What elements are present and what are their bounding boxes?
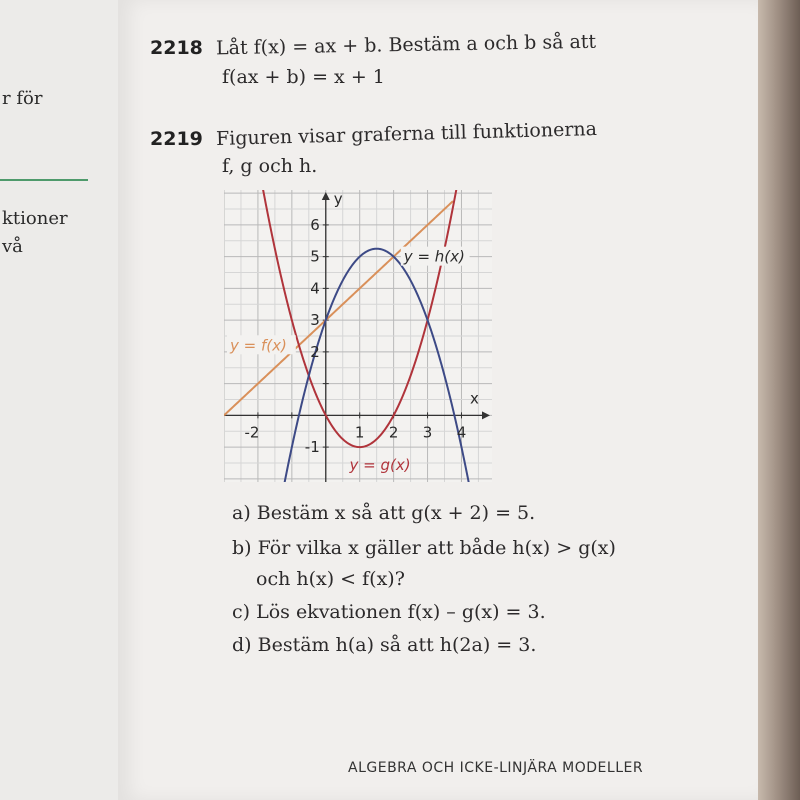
left-page-text-3: vå <box>2 236 23 257</box>
y-tick-label: 6 <box>310 215 320 234</box>
question-a: a) Bestäm x så att g(x + 2) = 5. <box>232 502 536 524</box>
f-curve-label: y = f(x) <box>230 336 287 355</box>
y-axis-label: y <box>333 190 343 208</box>
left-page-text-1: r för <box>2 88 43 109</box>
y-tick-label: 5 <box>310 247 320 266</box>
question-c: c) Lös ekvationen f(x) – g(x) = 3. <box>232 601 546 623</box>
left-page-text-2: ktioner <box>2 208 68 229</box>
x-tick-label: 4 <box>456 423 467 442</box>
question-d: d) Bestäm h(a) så att h(2a) = 3. <box>232 634 537 656</box>
page-edge <box>758 0 800 800</box>
x-axis-label: x <box>470 389 479 408</box>
x-tick-label: -2 <box>244 423 260 442</box>
left-page-divider <box>0 179 88 181</box>
y-tick-label: -1 <box>304 438 320 457</box>
h-curve-label: y = h(x) <box>403 247 465 266</box>
x-tick-label: 3 <box>422 423 433 442</box>
page-footer: ALGEBRA OCH ICKE-LINJÄRA MODELLER <box>348 760 644 776</box>
problem-2219-number: 2219 <box>150 128 203 150</box>
x-tick-label: 2 <box>388 423 399 442</box>
problem-2218-number: 2218 <box>150 37 203 59</box>
left-page <box>0 0 128 800</box>
y-tick-label: 2 <box>310 342 320 361</box>
y-tick-label: 3 <box>310 311 320 330</box>
g-curve-label: y = g(x) <box>349 456 411 474</box>
problem-2218-text: Låt f(x) = ax + b. Bestäm a och b så att <box>215 30 597 60</box>
problem-2219-functions: f, g och h. <box>222 155 318 177</box>
x-tick-label: 1 <box>354 423 365 442</box>
function-graph <box>224 190 492 482</box>
problem-2218-equation: f(ax + b) = x + 1 <box>222 66 385 88</box>
problem-2219-text: Figuren visar graferna till funktionerna <box>215 118 598 150</box>
graph-svg <box>224 190 492 482</box>
y-tick-label: 4 <box>310 279 320 298</box>
question-b-line1: b) För vilka x gäller att både h(x) > g(x) <box>232 537 616 559</box>
question-b-line2: och h(x) < f(x)? <box>256 568 405 590</box>
